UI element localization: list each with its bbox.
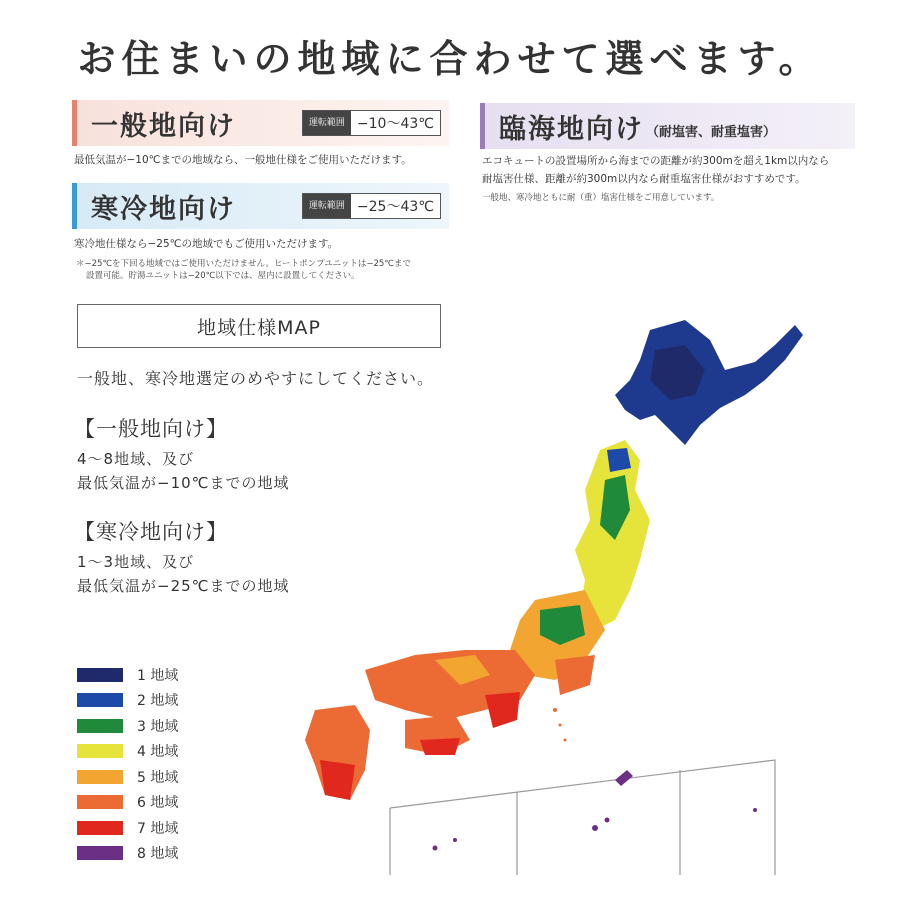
legend-label-5: 5 地域	[137, 769, 179, 786]
cold-line-2: 最低気温が−25℃までの地域	[77, 577, 290, 595]
legend-swatch-5	[77, 770, 123, 784]
general-range-value: −10〜43℃	[356, 116, 434, 132]
general-range-box	[302, 110, 441, 136]
cold-spec-title: 寒冷地向け	[91, 193, 236, 225]
map-intro: 一般地、寒冷地選定のめやすにしてください。	[77, 369, 435, 388]
legend-item-2	[77, 688, 178, 714]
legend-label-1: 1 地域	[137, 667, 179, 684]
cold-heading: 【寒冷地向け】	[74, 520, 228, 544]
izu-islands	[553, 708, 567, 742]
legend-item-3	[77, 713, 178, 739]
cold-range-label: 運転範囲	[303, 194, 351, 218]
general-spec-title: 一般地向け	[91, 110, 236, 142]
legend-item-4	[77, 739, 178, 765]
legend-swatch-8	[77, 846, 123, 860]
coastal-desc-2: 耐塩害仕様、距離が約300m以内なら耐重塩害仕様がおすすめです。	[482, 173, 806, 185]
legend-swatch-7	[77, 821, 123, 835]
legend-swatch-6	[77, 795, 123, 809]
legend-label-8: 8 地域	[137, 846, 179, 863]
general-spec-header	[72, 100, 449, 146]
cold-range-value: −25〜43℃	[356, 199, 434, 215]
legend-item-5	[77, 764, 178, 790]
cold-spec-description: 寒冷地仕様なら−25℃の地域でもご使用いただけます。	[74, 238, 339, 250]
cold-spec-note-1: ＊−25℃を下回る地域ではご使用いただけません。ヒートポンプユニットは−25℃まで	[76, 259, 411, 269]
map-title: 地域仕様MAP	[77, 304, 441, 348]
cold-range-box	[302, 193, 441, 219]
hokkaido	[615, 320, 803, 445]
coastal-note: 一般地、寒冷地ともに耐（重）塩害仕様をご用意しています。	[482, 193, 720, 203]
legend-item-1	[77, 662, 178, 688]
japan-region-map	[255, 300, 900, 875]
region-legend	[77, 662, 178, 866]
general-heading: 【一般地向け】	[74, 417, 228, 441]
legend-swatch-2	[77, 693, 123, 707]
page-title: お住まいの地域に合わせて選べます。	[77, 37, 823, 81]
legend-swatch-1	[77, 668, 123, 682]
legend-item-7	[77, 815, 178, 841]
cold-spec-note-2: 設置可能。貯湯ユニットは−20℃以下では、屋内に設置してください。	[86, 271, 360, 281]
general-line-1: 4〜8地域、及び	[77, 450, 195, 468]
coastal-desc-1: エコキュートの設置場所から海までの距離が約300mを超え1km以内なら	[482, 155, 830, 167]
legend-swatch-4	[77, 744, 123, 758]
cold-line-1: 1〜3地域、及び	[77, 553, 195, 571]
legend-swatch-3	[77, 719, 123, 733]
general-spec-description: 最低気温が−10℃までの地域なら、一般地仕様をご使用いただけます。	[74, 154, 412, 166]
legend-label-4: 4 地域	[137, 744, 179, 761]
inset-frames	[390, 760, 775, 875]
legend-label-7: 7 地域	[137, 820, 179, 837]
coastal-spec-header	[480, 103, 855, 149]
coastal-spec-title: 臨海地向け	[499, 113, 644, 145]
legend-label-3: 3 地域	[137, 718, 179, 735]
general-line-2: 最低気温が−10℃までの地域	[77, 474, 290, 492]
coastal-spec-subtitle: （耐塩害、耐重塩害）	[646, 124, 777, 140]
legend-label-2: 2 地域	[137, 693, 179, 710]
legend-label-6: 6 地域	[137, 795, 179, 812]
legend-item-6	[77, 790, 178, 816]
cold-spec-header	[72, 183, 449, 229]
legend-item-8	[77, 841, 178, 867]
general-range-label: 運転範囲	[303, 111, 351, 135]
